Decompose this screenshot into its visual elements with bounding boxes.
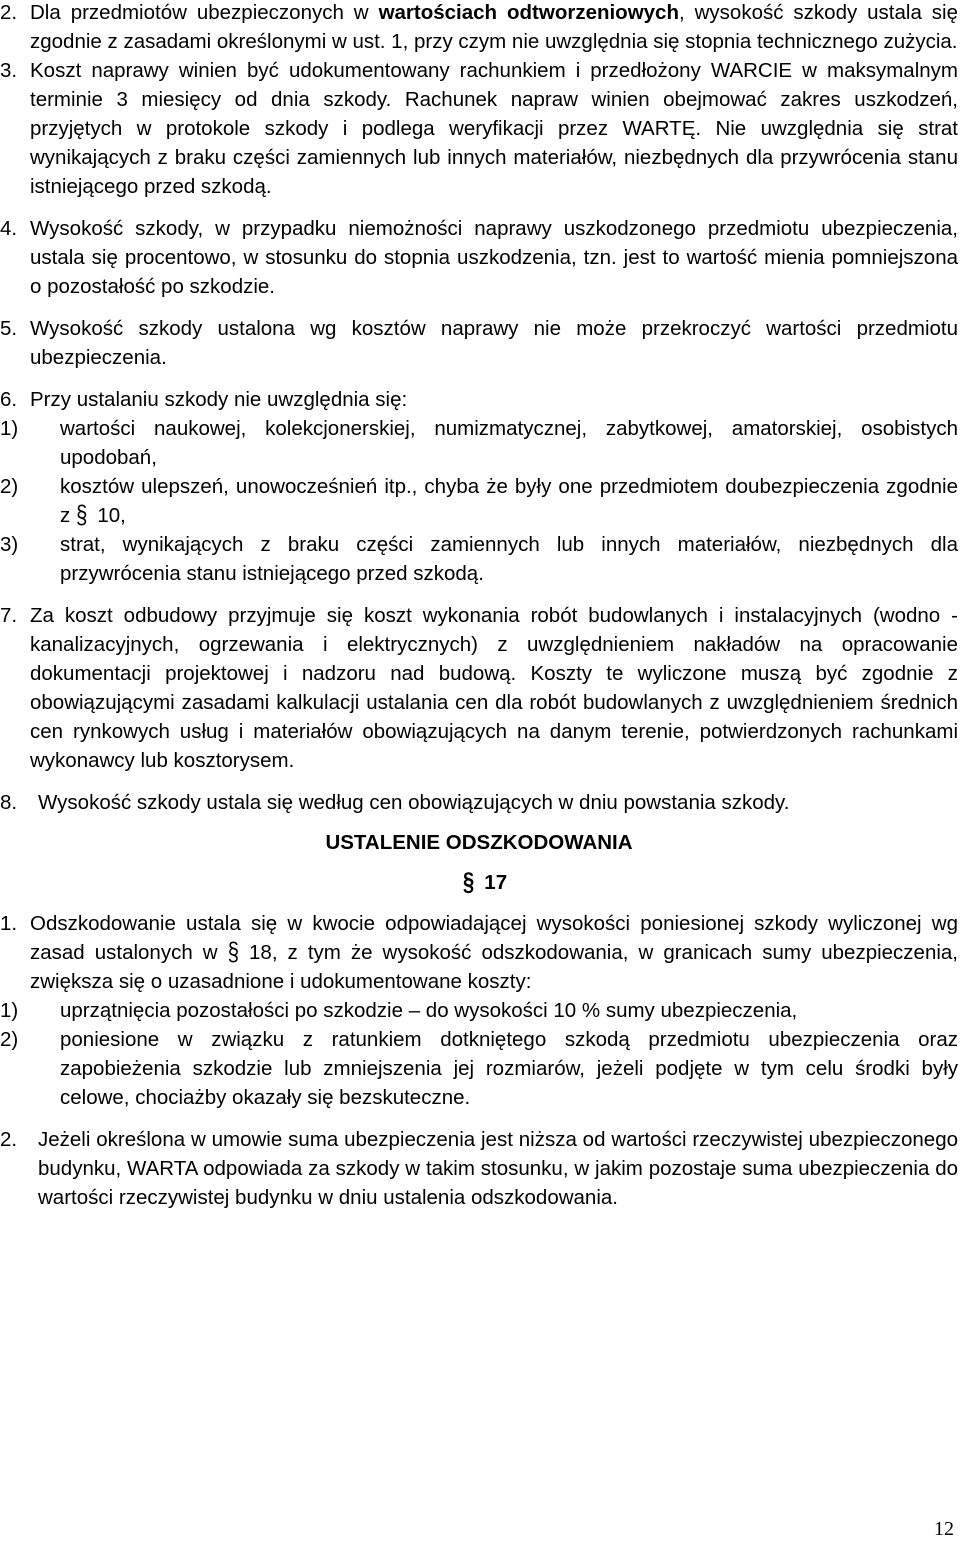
sub-list-item [0,1025,958,1112]
sub-item-text: wartości naukowej, kolekcjonerskiej, numizmatycznej, zabytkowej, amatorskiej, osobistych upodobań, [60,417,958,469]
sub-list-item [0,530,958,588]
section-sign: § [75,501,88,530]
item-text: Koszt naprawy winien być udokumentowany rachunkiem i przedłożony WARCIE w maksymalnym terminie 3 miesięcy od dnia szkody. Rachunek napraw winien obejmować zakres uszkodzeń, przyjętych w protokole szkody i podlega weryfikacji przez WARTĘ. Nie uwzględnia się strat wynikających z braku części zamiennych lub innych materiałów, niezbędnych dla przywrócenia stanu istniejącego przed szkodą. [30,59,958,198]
emphasis: wartościach odtworzeniowych [378,1,679,24]
item-text: Przy ustalaniu szkody nie uwzględnia się: [30,388,408,411]
item-text: Odszkodowanie ustala się w kwocie odpowiadającej wysokości poniesionej szkody wyliczonej wg zasad ustalonych w § 18, z tym że wysokość odszkodowania, w granicach sumy ubezpieczenia, zwiększa się o uzasadnione i udokumentowane koszty: [30,912,958,993]
sub-list-item [0,414,958,472]
item-text: Dla przedmiotów ubezpieczonych w wartościach odtworzeniowych, wysokość szkody ustala się zgodnie z zasadami określonymi w ust. 1, przy czym nie uwzględnia się stopnia technicznego zużycia. [30,1,959,53]
list-item [0,601,958,775]
list-item [0,909,958,996]
section-sign: § [227,938,240,967]
section-heading: USTALENIE ODSZKODOWANIA [325,831,633,854]
list-item [0,56,958,201]
list-item [0,788,958,817]
sub-item-number: 1) [0,417,19,440]
list-item [0,385,958,414]
sub-item-text: uprzątnięcia pozostałości po szkodzie – do wysokości 10 % sumy ubezpieczenia, [60,999,798,1022]
item-text: Wysokość szkody ustala się według cen obowiązujących w dniu powstania szkody. [38,791,790,814]
item-number: 6. [0,388,18,411]
sub-item-number: 2) [0,1028,19,1051]
sub-item-text: kosztów ulepszeń, unowocześnień itp., chyba że były one przedmiotem doubezpieczenia zgodnie z § 10, [60,472,958,530]
item-text: Jeżeli określona w umowie suma ubezpieczenia jest niższa od wartości rzeczywistej ubezpieczonego budynku, WARTA odpowiada za szkody w takim stosunku, w jakim pozostaje suma ubezpieczenia do wartości rzeczywistej budynku w dniu ustalenia odszkodowania. [38,1128,958,1209]
item-number: 8. [0,791,18,814]
sub-item-number: 2) [0,475,19,498]
item-number: 4. [0,217,18,240]
item-text: Wysokość szkody, w przypadku niemożności naprawy uszkodzonego przedmiotu ubezpieczenia, ustala się procentowo, w stosunku do stopnia uszkodzenia, tzn. jest to wartość mienia pomniejszona o pozostałość po szkodzie. [30,217,958,298]
sub-list-item [0,996,958,1025]
sub-item-text: strat, wynikających z braku części zamiennych lub innych materiałów, niezbędnych dla przywrócenia stanu istniejącego przed szkodą. [60,533,958,585]
sub-item-text: poniesione w związku z ratunkiem dotkniętego szkodą przedmiotu ubezpieczenia oraz zapobieżenia szkodzie lub zmniejszenia jej rozmiarów, jeżeli podjęte w tym celu środki były celowe, chociażby okazały się bezskuteczne. [60,1028,958,1109]
item-number: 2. [0,1128,18,1151]
page-number: 12 [934,1518,954,1540]
section-sign: § [462,868,475,897]
item-number: 1. [0,912,18,935]
item-text: Za koszt odbudowy przyjmuje się koszt wykonania robót budowlanych i instalacyjnych (wodno - kanalizacyjnych, ogrzewania i elektrycznych) z uwzględnieniem nakładów na opracowanie dokumentacji projektowej i nadzoru nad budową. Koszty te wyliczone muszą być zgodnie z obowiązującymi zasadami kalkulacji ustalania cen dla robót budowlanych z uwzględnieniem średnich cen rynkowych usług i materiałów obowiązujących na danym terenie, potwierdzonych rachunkami wykonawcy lub kosztorysem. [30,604,958,772]
sub-list-item [0,472,958,530]
list-item [0,314,958,372]
sub-item-number: 1) [0,999,19,1022]
item-number: 3. [0,59,18,82]
list-item [0,214,958,301]
item-text: Wysokość szkody ustalona wg kosztów naprawy nie może przekroczyć wartości przedmiotu ubezpieczenia. [30,317,958,369]
item-number: 7. [0,604,18,627]
item-number: 5. [0,317,18,340]
sub-item-number: 3) [0,533,19,556]
item-number: 2. [0,1,18,24]
list-item [0,0,958,56]
list-item [0,1125,958,1212]
paragraph-number: § 17 [0,868,958,897]
